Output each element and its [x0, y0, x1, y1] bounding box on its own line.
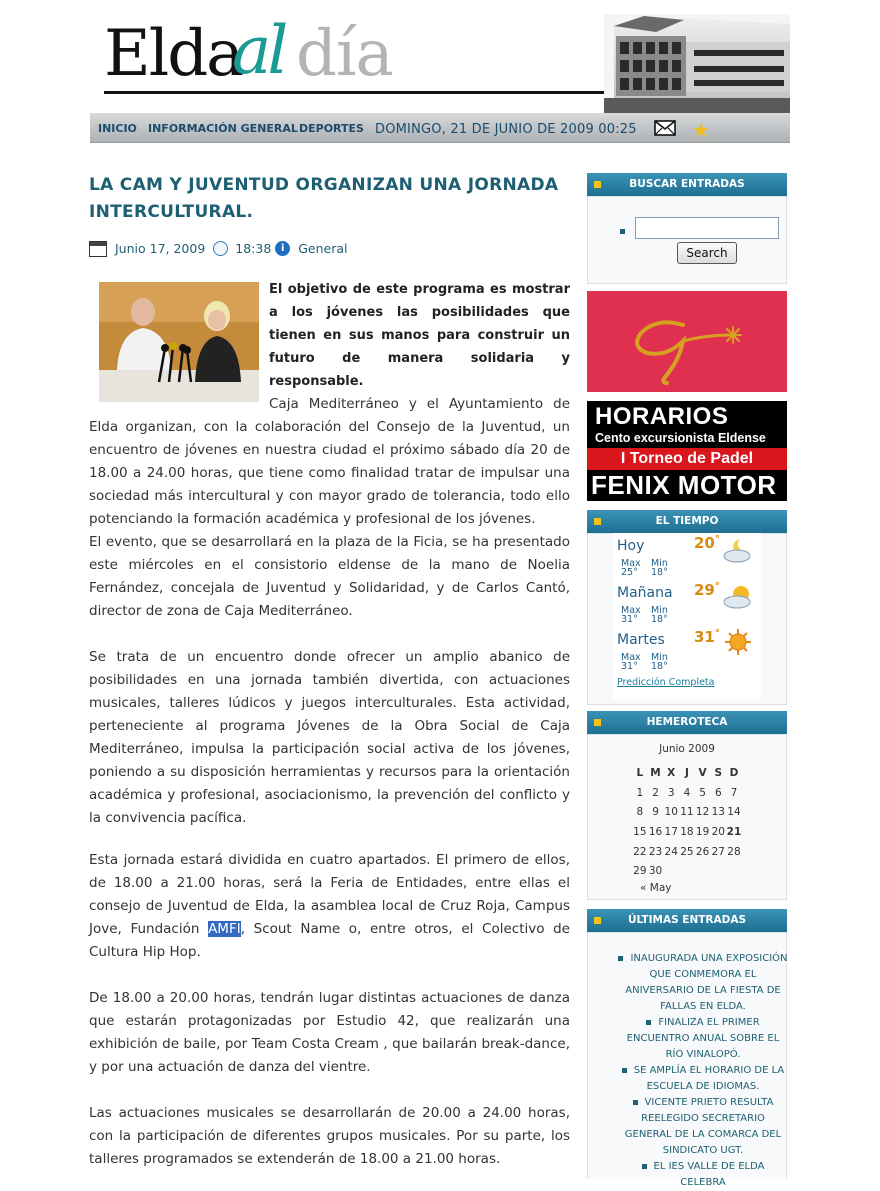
- current-date: DOMINGO, 21 DE JUNIO DE 2009 00:25: [375, 122, 637, 137]
- max-value: 31°: [621, 661, 638, 672]
- banner-line-1: HORARIOS: [595, 403, 729, 430]
- latest-entry-link[interactable]: SE AMPLÍA EL HORARIO DE LA ESCUELA DE IDIOMAS.: [618, 1063, 788, 1095]
- calendar-day: 29: [633, 865, 647, 878]
- article-photo: [99, 282, 259, 402]
- calendar-day: 6: [714, 786, 722, 799]
- calendar-month-title: Junio 2009: [659, 743, 715, 755]
- nav-item-inicio[interactable]: INICIO: [98, 122, 137, 135]
- calendar-grid: [632, 767, 742, 885]
- calendar-day: 13: [711, 806, 725, 819]
- mail-icon[interactable]: [654, 120, 676, 136]
- weather-maxmin: [621, 653, 681, 671]
- latest-entry-link[interactable]: FINALIZA EL PRIMER ENCUENTRO ANUAL SOBRE EL RÍO VINALOPÓ.: [618, 1015, 788, 1063]
- calendar-day: 5: [699, 786, 706, 799]
- weather-maxmin: [621, 606, 681, 624]
- banner-line-4: FENIX MOTOR: [591, 470, 777, 500]
- max-label: Max: [621, 558, 641, 569]
- calendar-day: 10: [664, 806, 678, 819]
- calendar-day: 4: [683, 786, 691, 799]
- min-label: Min: [651, 652, 668, 663]
- article-category[interactable]: General: [298, 241, 348, 256]
- main-nav: [90, 113, 790, 143]
- nav-item-informacion-general[interactable]: INFORMACIÓN GENERAL: [148, 122, 298, 135]
- logo-text-dia: día: [296, 17, 393, 91]
- calendar-week: [632, 806, 742, 826]
- calendar-day: 9: [652, 806, 659, 819]
- calendar-day: 8: [636, 806, 644, 819]
- article-paragraph-3: Se trata de un encuentro donde ofrecer un amplio abanico de posibilidades en una jornada también divertida, con actuaciones musicales, talleres lúdicos y juegos interculturales. Esta actividad, perteneciente al programa Jóvenes de la Obra Social de Caja Mediterráneo, impulsa la participación social activa de los jóvenes, poniendo a su disposición herramientas y recursos para la orientación académica y profesional, asociacionismo, la prevención del conflicto y la convivencia pacífica.: [89, 649, 570, 826]
- search-button[interactable]: Search: [677, 242, 737, 264]
- min-label: Min: [651, 605, 668, 616]
- weather-day-name: Martes: [617, 632, 665, 648]
- article-paragraph-2: El evento, que se desarrollará en la plaza de la Ficia, se ha presentado este miércoles en el consistorio eldense de la mano de Noelia Fernández, concejala de Juventud y Solidaridad, y de Carlos Cantó, director de zona de Caja Mediterráneo.: [89, 534, 570, 619]
- min-value: 18°: [651, 567, 668, 578]
- calendar-week: [632, 787, 742, 807]
- calendar-day: 26: [695, 845, 710, 858]
- weather-temp: 31°: [694, 628, 720, 646]
- weather-widget: [613, 533, 761, 699]
- calendar-day: 23: [648, 845, 663, 858]
- logo-text-al: al: [232, 12, 285, 89]
- calendar-heading: HEMEROTECA: [587, 711, 787, 734]
- calendar-day: 12: [695, 806, 710, 819]
- calendar-box: [587, 734, 787, 900]
- calendar-prev-month-link[interactable]: « May: [640, 882, 672, 894]
- latest-heading: ÚLTIMAS ENTRADAS: [587, 909, 787, 932]
- calendar-day: 2: [652, 786, 659, 799]
- site-header: [90, 0, 790, 113]
- banner-g-logo[interactable]: [587, 291, 787, 392]
- max-value: 31°: [621, 614, 638, 625]
- article-meta: [89, 240, 348, 258]
- article-paragraph-5: De 18.00 a 20.00 horas, tendrán lugar distintas actuaciones de danza que estarán protagonizadas por Estudio 42, que realizarán una exhibición de baile, por Team Costa Cream , que bailarán break-dance, y por una actuación de danza del vientre.: [89, 990, 570, 1075]
- moon-cloud-icon: [721, 537, 755, 563]
- article: [89, 172, 571, 226]
- max-value: 25°: [621, 567, 638, 578]
- site-logo[interactable]: [104, 8, 404, 103]
- calendar-weekday: X: [667, 767, 676, 779]
- calendar-day: 30: [648, 865, 663, 878]
- logo-text-elda: Elda: [104, 17, 243, 91]
- article-time: 18:38: [235, 241, 272, 256]
- max-label: Max: [621, 652, 641, 663]
- article-paragraph-1: Caja Mediterráneo y el Ayuntamiento de Elda organizan, con la colaboración del Consejo de la Juventud, un encuentro de jóvenes en nuestra ciudad el próximo sábado día 20 de 18.00 a 24.00 horas, que tiene como finalidad tratar de impulsar una sociedad más intercultural y con mayor grado de tolerancia, todo ello potenciando la formación académica y profesional de los jóvenes.: [89, 396, 570, 527]
- paragraph-4-text-end: , Scout Name o, entre otros, el Colectivo de Cultura Hip Hop.: [89, 921, 570, 960]
- weather-day-name: Hoy: [617, 538, 645, 554]
- weather-temp-value: 31: [694, 628, 715, 646]
- article-title[interactable]: LA CAM Y JUVENTUD ORGANIZAN UNA JORNADA INTERCULTURAL.: [89, 175, 559, 222]
- clock-icon: [213, 241, 228, 256]
- calendar-day: 7: [730, 786, 738, 799]
- weather-temp-value: 20: [694, 534, 715, 552]
- calendar-week: [632, 846, 742, 866]
- banner-line-2: Cento excursionista Eldense: [595, 431, 766, 445]
- favorite-star-icon[interactable]: ★: [692, 118, 710, 142]
- sun-icon: [721, 629, 755, 655]
- search-box: [587, 196, 787, 284]
- calendar-day: 20: [711, 826, 725, 839]
- calendar-day-today: 21: [726, 826, 742, 839]
- min-label: Min: [651, 558, 668, 569]
- search-input[interactable]: [635, 217, 779, 239]
- weather-temp-value: 29: [694, 581, 715, 599]
- calendar-day: 3: [667, 786, 675, 799]
- selected-text-amfi[interactable]: AMFI: [208, 921, 241, 937]
- calendar-week: [632, 826, 742, 846]
- banner-fenix-motor[interactable]: [587, 401, 787, 501]
- weather-temp: 20°: [694, 534, 720, 552]
- calendar-day: 14: [727, 806, 741, 819]
- weather-heading: EL TIEMPO: [587, 510, 787, 533]
- calendar-day: 27: [711, 845, 725, 858]
- calendar-day: 28: [727, 845, 741, 858]
- latest-entry-link[interactable]: INAUGURADA UNA EXPOSICIÓN QUE CONMEMORA EL ANIVERSARIO DE LA FIESTA DE FALLAS EN ELDA.: [618, 951, 788, 1015]
- calendar-weekday-row: [632, 767, 742, 787]
- calendar-weekday: D: [729, 767, 739, 779]
- weather-forecast-link[interactable]: Predicción Completa: [617, 677, 715, 688]
- article-paragraph-6: Las actuaciones musicales se desarrollarán de 20.00 a 24.00 horas, con la participación de diferentes grupos musicales. Por su parte, los talleres programados se extenderán de 18.00 a 21.00 horas.: [89, 1105, 570, 1167]
- calendar-weekday: L: [636, 767, 644, 779]
- calendar-weekday: J: [684, 767, 689, 779]
- calendar-day: 22: [633, 845, 647, 858]
- calendar-weekday: S: [714, 767, 723, 779]
- nav-item-deportes[interactable]: DEPORTES: [299, 122, 364, 135]
- max-label: Max: [621, 605, 641, 616]
- calendar-weekday: M: [650, 767, 661, 779]
- weather-temp: 29°: [694, 581, 720, 599]
- banner-line-3: I Torneo de Padel: [587, 448, 787, 470]
- calendar-day: 18: [680, 826, 694, 839]
- min-value: 18°: [651, 614, 668, 625]
- bullet-icon: [620, 229, 625, 234]
- paragraph-4-text-start: Esta jornada estará dividida en cuatro apartados. El primero de ellos, de 18.00 a 21.00 horas, será la Feria de Entidades, entre ellas el consejo de Juventud de Elda, la asamblea local de Cruz Roja, Campus Jove, Fundación: [89, 852, 570, 937]
- calendar-day: 16: [648, 826, 663, 839]
- article-date: Junio 17, 2009: [114, 241, 206, 256]
- building-photo: [604, 14, 790, 113]
- g-logo-icon: [587, 291, 787, 392]
- weather-day-name: Mañana: [617, 585, 673, 601]
- calendar-weekday: V: [698, 767, 707, 779]
- weather-maxmin: [621, 559, 681, 577]
- info-icon: i: [275, 241, 290, 256]
- calendar-day: 17: [664, 826, 678, 839]
- calendar-day: 1: [636, 786, 644, 799]
- calendar-icon: [89, 241, 107, 257]
- calendar-day: 11: [680, 806, 694, 819]
- search-heading: BUSCAR ENTRADAS: [587, 173, 787, 196]
- calendar-day: 15: [633, 826, 647, 839]
- sun-cloud-icon: [721, 584, 755, 610]
- latest-entry-link[interactable]: VICENTE PRIETO RESULTA REELEGIDO SECRETARIO GENERAL DE LA COMARCA DEL SINDICATO UGT.: [618, 1095, 788, 1159]
- article-paragraph-4: [89, 849, 570, 964]
- calendar-day: 19: [695, 826, 710, 839]
- latest-entries-box: [587, 932, 788, 1188]
- calendar-day: 24: [664, 845, 678, 858]
- min-value: 18°: [651, 661, 668, 672]
- latest-entry-link[interactable]: EL IES VALLE DE ELDA CELEBRA: [618, 1159, 788, 1191]
- calendar-day: 25: [680, 845, 694, 858]
- article-intro: El objetivo de este programa es mostrar a los jóvenes las posibilidades que tienen en sus manos para construir un futuro de manera solidaria y responsable.: [269, 282, 570, 389]
